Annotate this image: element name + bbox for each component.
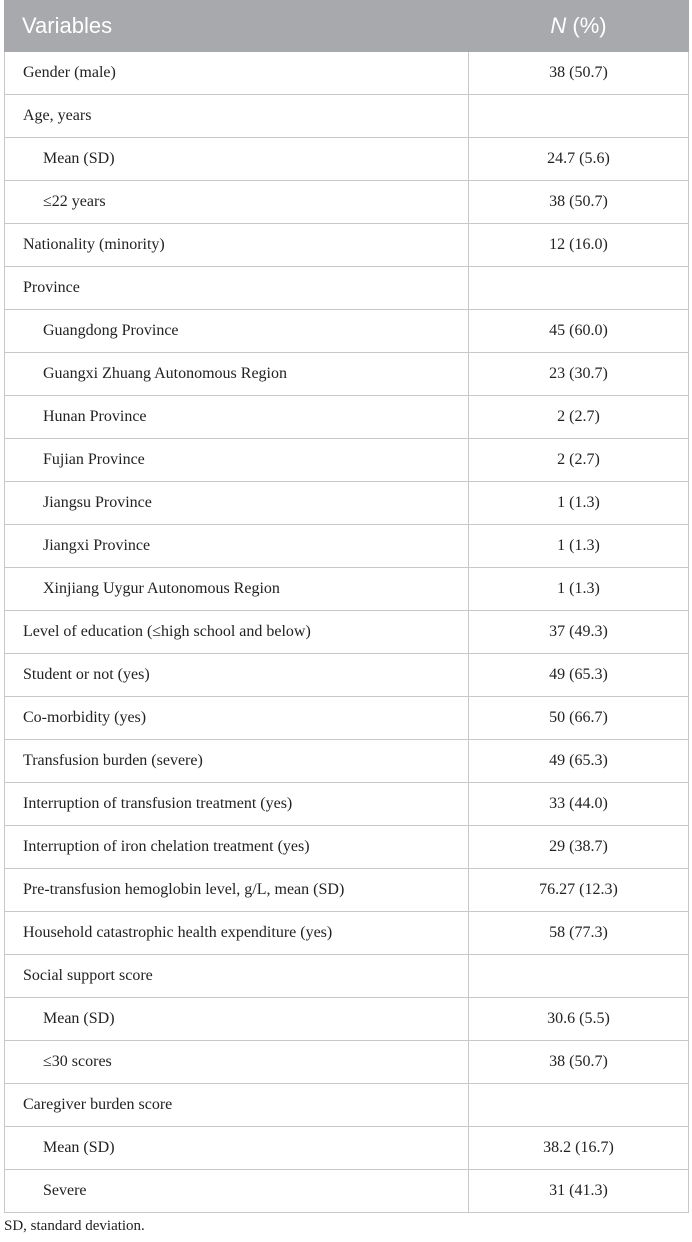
- header-n-percent: [469, 1, 689, 52]
- table-row: [5, 267, 689, 310]
- table-row: [5, 439, 689, 482]
- table-row: [5, 912, 689, 955]
- table-body: [5, 52, 689, 1213]
- table-row: [5, 783, 689, 826]
- table-row: [5, 955, 689, 998]
- table-row: [5, 95, 689, 138]
- row-label: Co-morbidity (yes): [5, 697, 469, 740]
- table-header-row: [5, 1, 689, 52]
- row-value: [469, 955, 689, 998]
- row-label: Transfusion burden (severe): [5, 740, 469, 783]
- row-label: Xinjiang Uygur Autonomous Region: [5, 568, 469, 611]
- row-label: Household catastrophic health expenditure (yes): [5, 912, 469, 955]
- header-pct: (%): [566, 13, 607, 38]
- row-value: [469, 1084, 689, 1127]
- table-row: [5, 353, 689, 396]
- row-label: Interruption of iron chelation treatment (yes): [5, 826, 469, 869]
- row-label: Mean (SD): [5, 1127, 469, 1170]
- header-n-letter: N: [550, 13, 567, 38]
- table-row: [5, 181, 689, 224]
- row-value: 37 (49.3): [469, 611, 689, 654]
- row-label: ≤22 years: [5, 181, 469, 224]
- row-value: [469, 267, 689, 310]
- row-label: Guangxi Zhuang Autonomous Region: [5, 353, 469, 396]
- table-row: [5, 52, 689, 95]
- table-row: [5, 1084, 689, 1127]
- header-variables: Variables: [5, 1, 469, 52]
- row-value: 2 (2.7): [469, 396, 689, 439]
- table-row: [5, 654, 689, 697]
- row-label: Level of education (≤high school and below): [5, 611, 469, 654]
- row-value: 45 (60.0): [469, 310, 689, 353]
- row-value: 30.6 (5.5): [469, 998, 689, 1041]
- row-value: 24.7 (5.6): [469, 138, 689, 181]
- row-label: Gender (male): [5, 52, 469, 95]
- row-value: 12 (16.0): [469, 224, 689, 267]
- row-value: 49 (65.3): [469, 740, 689, 783]
- row-value: 50 (66.7): [469, 697, 689, 740]
- characteristics-table: [4, 0, 689, 1213]
- table-row: [5, 998, 689, 1041]
- table-row: [5, 1041, 689, 1084]
- table-row: [5, 224, 689, 267]
- row-label: Nationality (minority): [5, 224, 469, 267]
- row-value: 1 (1.3): [469, 482, 689, 525]
- row-label: Guangdong Province: [5, 310, 469, 353]
- row-value: 38 (50.7): [469, 1041, 689, 1084]
- table-row: [5, 1170, 689, 1213]
- row-value: 58 (77.3): [469, 912, 689, 955]
- table-row: [5, 697, 689, 740]
- table-row: [5, 740, 689, 783]
- table-row: [5, 568, 689, 611]
- row-value: 49 (65.3): [469, 654, 689, 697]
- table-row: [5, 396, 689, 439]
- row-label: Age, years: [5, 95, 469, 138]
- row-label: Mean (SD): [5, 998, 469, 1041]
- row-value: [469, 95, 689, 138]
- row-label: Student or not (yes): [5, 654, 469, 697]
- row-value: 38.2 (16.7): [469, 1127, 689, 1170]
- row-label: Hunan Province: [5, 396, 469, 439]
- row-label: Fujian Province: [5, 439, 469, 482]
- row-value: 38 (50.7): [469, 52, 689, 95]
- row-value: 33 (44.0): [469, 783, 689, 826]
- row-label: Interruption of transfusion treatment (yes): [5, 783, 469, 826]
- row-value: 31 (41.3): [469, 1170, 689, 1213]
- row-value: 38 (50.7): [469, 181, 689, 224]
- table-row: [5, 869, 689, 912]
- table-row: [5, 310, 689, 353]
- row-label: Severe: [5, 1170, 469, 1213]
- row-label: Caregiver burden score: [5, 1084, 469, 1127]
- table-row: [5, 611, 689, 654]
- table-row: [5, 482, 689, 525]
- data-table-container: [4, 0, 688, 1213]
- row-label: Social support score: [5, 955, 469, 998]
- table-row: [5, 826, 689, 869]
- row-label: Jiangsu Province: [5, 482, 469, 525]
- table-row: [5, 138, 689, 181]
- row-label: Pre-transfusion hemoglobin level, g/L, mean (SD): [5, 869, 469, 912]
- row-value: 2 (2.7): [469, 439, 689, 482]
- table-row: [5, 1127, 689, 1170]
- row-value: 23 (30.7): [469, 353, 689, 396]
- row-label: Mean (SD): [5, 138, 469, 181]
- row-value: 1 (1.3): [469, 568, 689, 611]
- table-footnote: SD, standard deviation.: [4, 1218, 145, 1234]
- row-label: ≤30 scores: [5, 1041, 469, 1084]
- row-value: 1 (1.3): [469, 525, 689, 568]
- row-value: 29 (38.7): [469, 826, 689, 869]
- row-label: Province: [5, 267, 469, 310]
- row-value: 76.27 (12.3): [469, 869, 689, 912]
- table-row: [5, 525, 689, 568]
- row-label: Jiangxi Province: [5, 525, 469, 568]
